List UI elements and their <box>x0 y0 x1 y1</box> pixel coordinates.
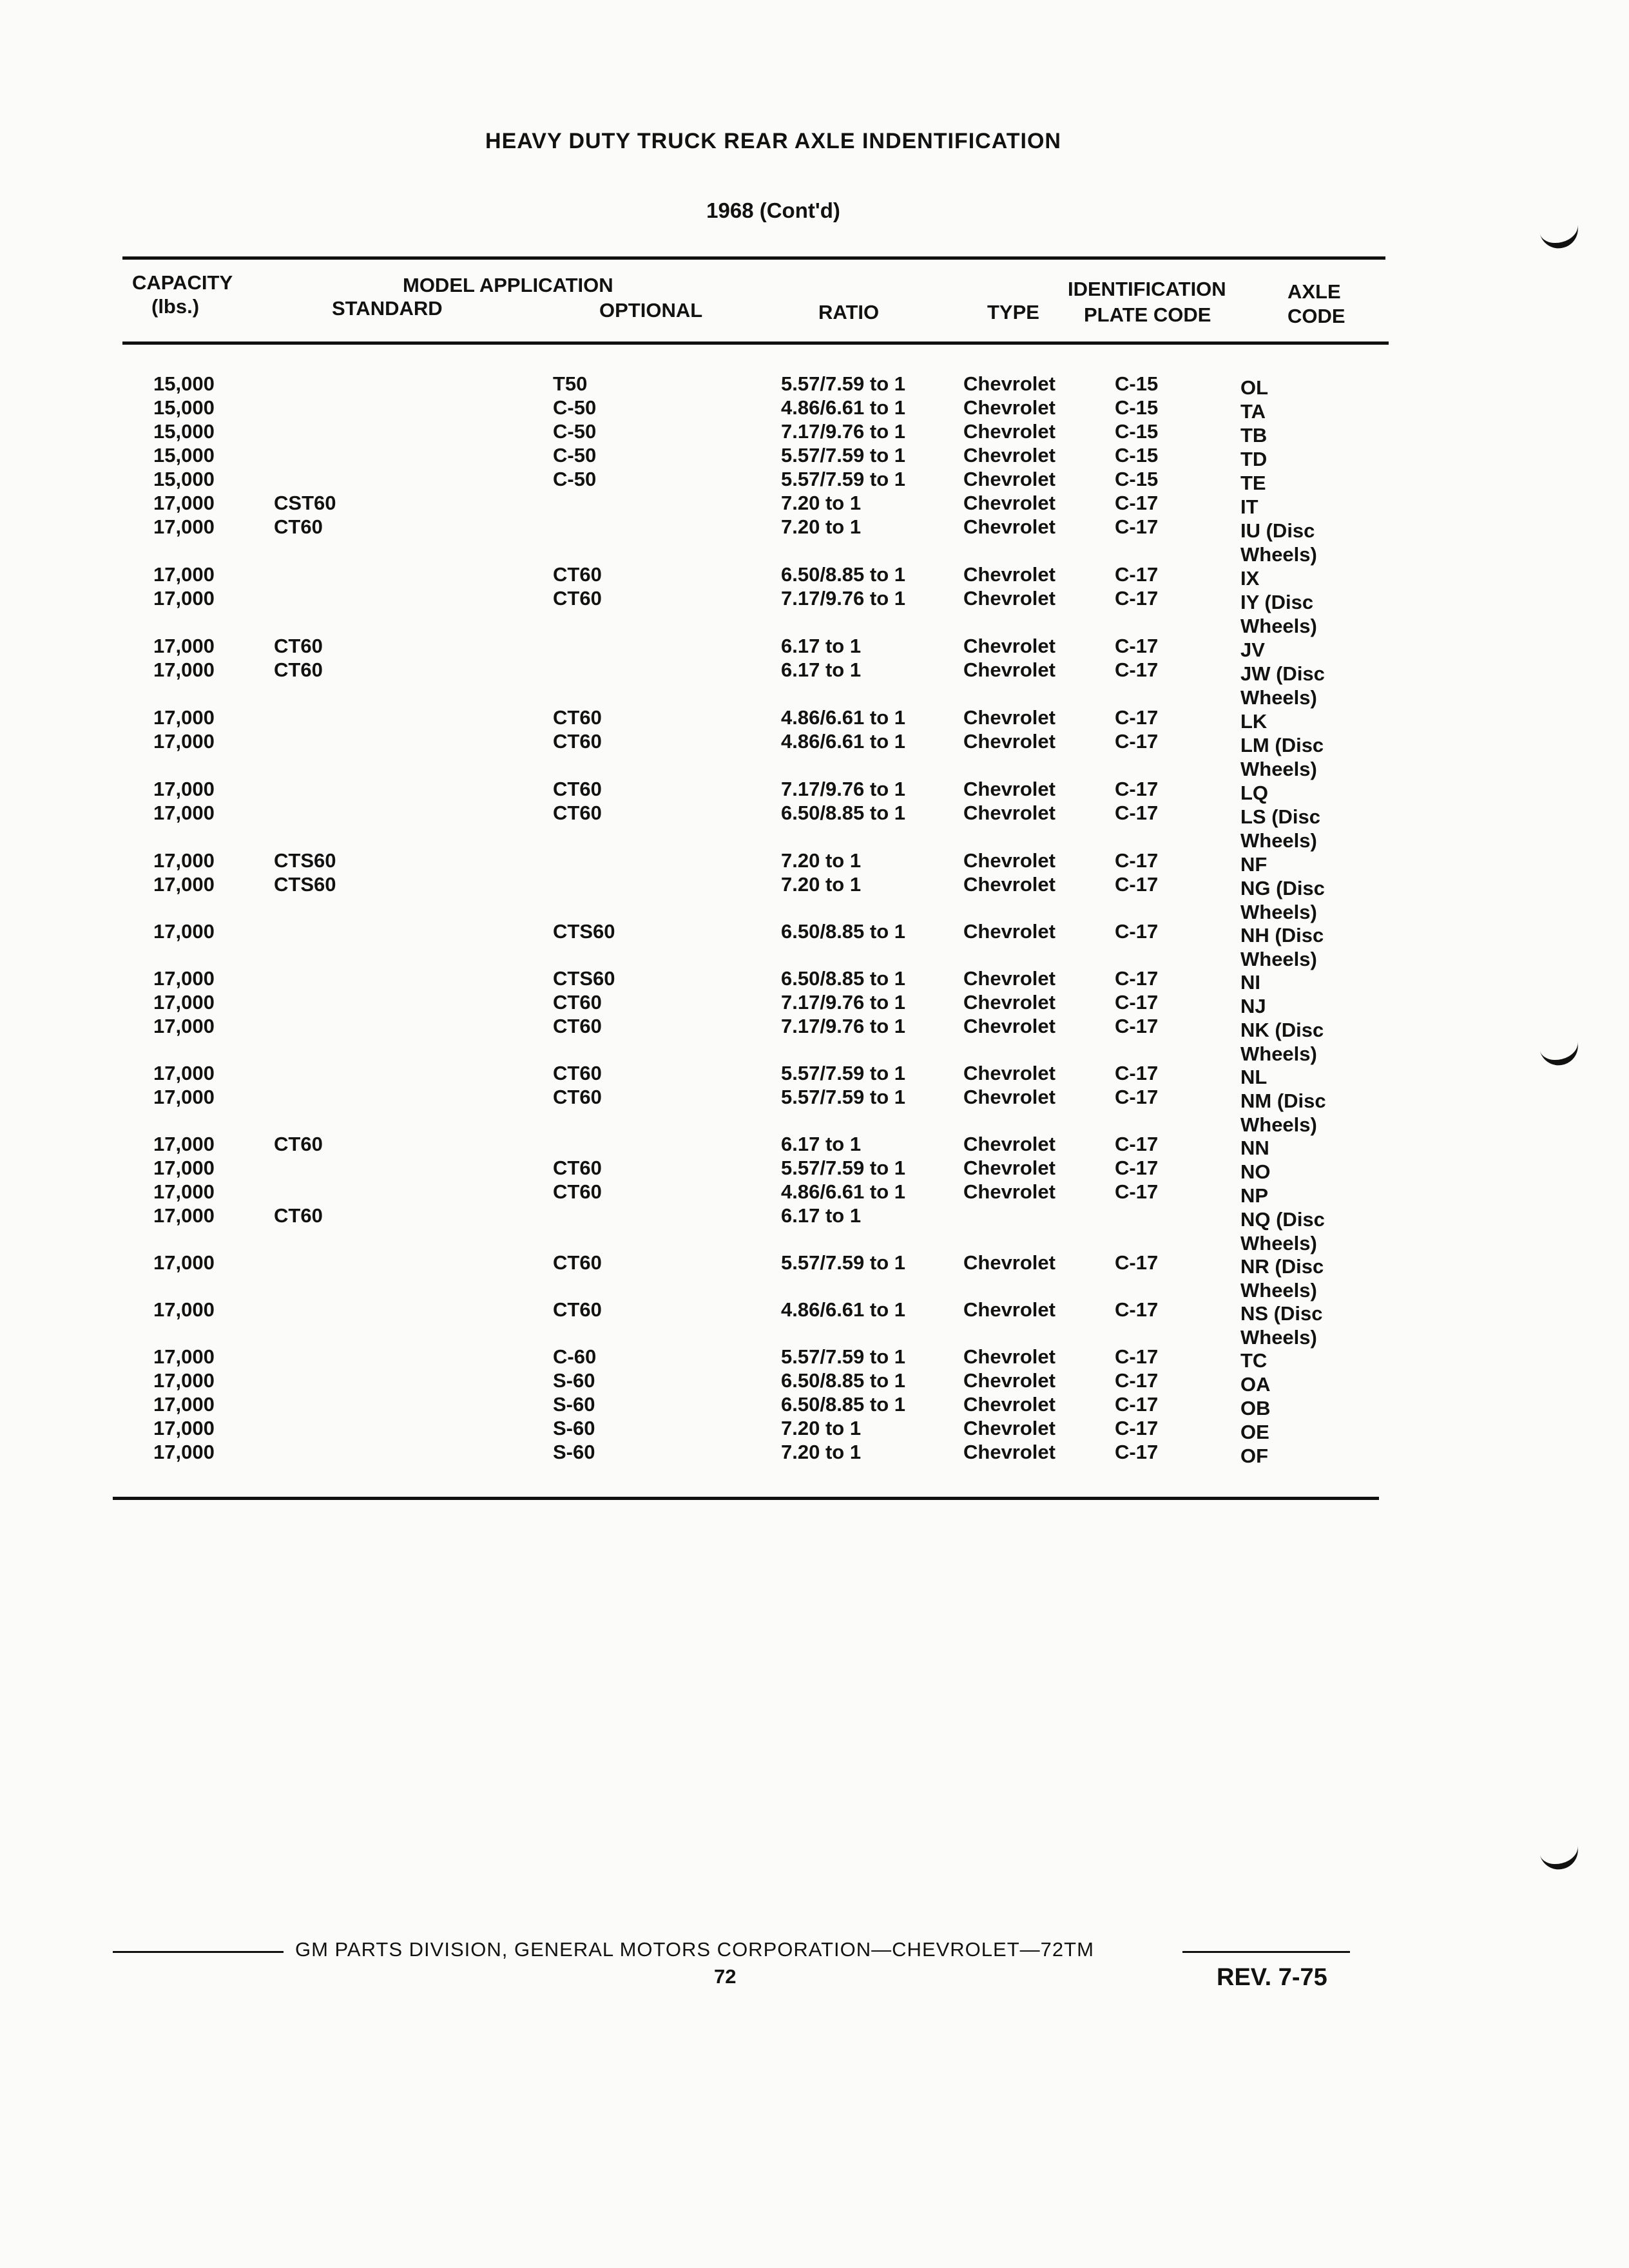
optional-cell: S-60 <box>553 1441 595 1463</box>
footer-left-rule <box>113 1951 284 1953</box>
footer-right-rule <box>1182 1951 1350 1953</box>
ratio-cell: 4.86/6.61 to 1 <box>781 706 906 729</box>
axle-code-cell: NM (Disc Wheels) <box>1240 1090 1326 1136</box>
optional-cell: S-60 <box>553 1369 595 1392</box>
ratio-cell: 6.17 to 1 <box>781 1204 862 1227</box>
axle-code-cell: LM (Disc Wheels) <box>1240 734 1324 780</box>
axle-code-cell: LK <box>1240 710 1268 733</box>
optional-cell: CT60 <box>553 991 602 1014</box>
axle-code-cell: NR (Disc Wheels) <box>1240 1255 1324 1302</box>
ratio-cell: 4.86/6.61 to 1 <box>781 730 906 753</box>
type-cell: Chevrolet <box>963 1298 1055 1321</box>
capacity-cell: 17,000 <box>153 706 215 729</box>
capacity-cell: 17,000 <box>153 587 215 610</box>
axle-code-cell: NK (Disc Wheels) <box>1240 1019 1324 1065</box>
plate-code-cell: C-17 <box>1115 1157 1159 1179</box>
header-model-application: MODEL APPLICATION <box>403 274 613 296</box>
axle-code-cell: NP <box>1240 1184 1269 1207</box>
axle-code-cell: TA <box>1240 400 1266 423</box>
plate-code-cell: C-15 <box>1115 444 1159 466</box>
type-cell: Chevrolet <box>963 492 1055 514</box>
ratio-cell: 4.86/6.61 to 1 <box>781 396 906 419</box>
capacity-cell: 17,000 <box>153 920 215 943</box>
type-cell: Chevrolet <box>963 849 1055 872</box>
type-cell: Chevrolet <box>963 1393 1055 1416</box>
axle-code-cell: OE <box>1240 1421 1269 1443</box>
ratio-cell: 6.50/8.85 to 1 <box>781 967 906 990</box>
optional-cell: S-60 <box>553 1417 595 1439</box>
ratio-cell: 7.17/9.76 to 1 <box>781 587 906 610</box>
optional-cell: C-50 <box>553 444 597 466</box>
capacity-cell: 17,000 <box>153 991 215 1014</box>
type-cell: Chevrolet <box>963 1015 1055 1037</box>
ratio-cell: 7.17/9.76 to 1 <box>781 1015 906 1037</box>
type-cell: Chevrolet <box>963 1345 1055 1368</box>
plate-code-cell: C-17 <box>1115 873 1159 896</box>
axle-code-cell: TC <box>1240 1349 1268 1372</box>
header-axle: AXLE <box>1287 280 1341 303</box>
header-plate-code: PLATE CODE <box>1084 303 1211 326</box>
type-cell: Chevrolet <box>963 991 1055 1014</box>
capacity-cell: 17,000 <box>153 1441 215 1463</box>
ratio-cell: 7.17/9.76 to 1 <box>781 991 906 1014</box>
optional-cell: C-60 <box>553 1345 597 1368</box>
axle-code-cell: NG (Disc Wheels) <box>1240 877 1325 923</box>
capacity-cell: 17,000 <box>153 967 215 990</box>
capacity-cell: 17,000 <box>153 802 215 824</box>
axle-code-cell: OL <box>1240 376 1269 399</box>
type-cell: Chevrolet <box>963 1369 1055 1392</box>
header-capacity: CAPACITY <box>132 271 233 294</box>
ratio-cell: 4.86/6.61 to 1 <box>781 1180 906 1203</box>
ratio-cell: 5.57/7.59 to 1 <box>781 468 906 490</box>
plate-code-cell: C-17 <box>1115 706 1159 729</box>
ratio-cell: 6.17 to 1 <box>781 635 862 657</box>
capacity-cell: 17,000 <box>153 1298 215 1321</box>
table-bottom-rule <box>113 1497 1379 1500</box>
plate-code-cell: C-17 <box>1115 587 1159 610</box>
type-cell: Chevrolet <box>963 563 1055 586</box>
optional-cell: T50 <box>553 372 588 395</box>
capacity-cell: 17,000 <box>153 1157 215 1179</box>
header-optional: OPTIONAL <box>599 299 703 322</box>
ratio-cell: 6.50/8.85 to 1 <box>781 563 906 586</box>
header-identification: IDENTIFICATION <box>1068 278 1226 300</box>
standard-cell: CTS60 <box>274 849 336 872</box>
ratio-cell: 5.57/7.59 to 1 <box>781 372 906 395</box>
capacity-cell: 17,000 <box>153 730 215 753</box>
header-ratio: RATIO <box>818 301 880 323</box>
type-cell: Chevrolet <box>963 920 1055 943</box>
capacity-cell: 17,000 <box>153 563 215 586</box>
axle-code-cell: OA <box>1240 1373 1271 1396</box>
ratio-cell: 7.20 to 1 <box>781 515 862 538</box>
optional-cell: CT60 <box>553 1157 602 1179</box>
ratio-cell: 5.57/7.59 to 1 <box>781 1062 906 1084</box>
type-cell: Chevrolet <box>963 1062 1055 1084</box>
capacity-cell: 17,000 <box>153 1015 215 1037</box>
optional-cell: CT60 <box>553 778 602 800</box>
capacity-cell: 17,000 <box>153 1369 215 1392</box>
optional-cell: CTS60 <box>553 920 615 943</box>
capacity-cell: 17,000 <box>153 1086 215 1108</box>
optional-cell: C-50 <box>553 468 597 490</box>
plate-code-cell: C-17 <box>1115 658 1159 681</box>
plate-code-cell: C-17 <box>1115 515 1159 538</box>
standard-cell: CT60 <box>274 1204 323 1227</box>
capacity-cell: 15,000 <box>153 372 215 395</box>
standard-cell: CT60 <box>274 515 323 538</box>
ratio-cell: 5.57/7.59 to 1 <box>781 1157 906 1179</box>
standard-cell: CST60 <box>274 492 336 514</box>
capacity-cell: 15,000 <box>153 468 215 490</box>
capacity-cell: 17,000 <box>153 1251 215 1274</box>
plate-code-cell: C-15 <box>1115 396 1159 419</box>
ratio-cell: 7.20 to 1 <box>781 492 862 514</box>
axle-code-cell: IY (Disc Wheels) <box>1240 591 1317 637</box>
axle-code-cell: JW (Disc Wheels) <box>1240 662 1325 709</box>
plate-code-cell: C-17 <box>1115 778 1159 800</box>
axle-code-cell: OF <box>1240 1445 1269 1467</box>
axle-code-cell: NO <box>1240 1160 1271 1183</box>
standard-cell: CT60 <box>274 658 323 681</box>
type-cell: Chevrolet <box>963 1441 1055 1463</box>
plate-code-cell: C-17 <box>1115 492 1159 514</box>
plate-code-cell: C-17 <box>1115 1133 1159 1155</box>
plate-code-cell: C-17 <box>1115 635 1159 657</box>
plate-code-cell: C-17 <box>1115 1015 1159 1037</box>
document-title: HEAVY DUTY TRUCK REAR AXLE INDENTIFICATION <box>485 129 1061 153</box>
ratio-cell: 6.50/8.85 to 1 <box>781 1369 906 1392</box>
type-cell: Chevrolet <box>963 635 1055 657</box>
ratio-cell: 4.86/6.61 to 1 <box>781 1298 906 1321</box>
header-standard: STANDARD <box>332 297 443 320</box>
type-cell: Chevrolet <box>963 873 1055 896</box>
axle-code-cell: NN <box>1240 1137 1269 1159</box>
type-cell: Chevrolet <box>963 468 1055 490</box>
type-cell: Chevrolet <box>963 515 1055 538</box>
document-subtitle: 1968 (Cont'd) <box>706 198 840 222</box>
ratio-cell: 6.17 to 1 <box>781 1133 862 1155</box>
type-cell: Chevrolet <box>963 444 1055 466</box>
capacity-cell: 17,000 <box>153 1133 215 1155</box>
ratio-cell: 6.50/8.85 to 1 <box>781 802 906 824</box>
header-bottom-rule <box>122 341 1389 345</box>
plate-code-cell: C-17 <box>1115 1251 1159 1274</box>
axle-code-cell: IT <box>1240 495 1258 518</box>
plate-code-cell: C-15 <box>1115 420 1159 443</box>
axle-code-cell: JV <box>1240 639 1265 661</box>
optional-cell: C-50 <box>553 420 597 443</box>
optional-cell: CT60 <box>553 730 602 753</box>
capacity-cell: 17,000 <box>153 658 215 681</box>
standard-cell: CTS60 <box>274 873 336 896</box>
plate-code-cell: C-17 <box>1115 920 1159 943</box>
footer-text: GM PARTS DIVISION, GENERAL MOTORS CORPORATION—CHEVROLET—72TM <box>295 1938 1094 1961</box>
axle-code-cell: NI <box>1240 971 1260 994</box>
plate-code-cell: C-17 <box>1115 1441 1159 1463</box>
axle-code-cell: NQ (Disc Wheels) <box>1240 1208 1325 1254</box>
binder-hole-mark <box>1539 222 1582 253</box>
ratio-cell: 6.50/8.85 to 1 <box>781 920 906 943</box>
type-cell: Chevrolet <box>963 967 1055 990</box>
plate-code-cell: C-17 <box>1115 1086 1159 1108</box>
plate-code-cell: C-17 <box>1115 1369 1159 1392</box>
axle-code-cell: TB <box>1240 424 1268 447</box>
optional-cell: CTS60 <box>553 967 615 990</box>
header-capacity-unit: (lbs.) <box>151 295 200 318</box>
capacity-cell: 17,000 <box>153 1345 215 1368</box>
capacity-cell: 17,000 <box>153 1062 215 1084</box>
plate-code-cell: C-17 <box>1115 1062 1159 1084</box>
axle-code-cell: NS (Disc Wheels) <box>1240 1302 1323 1349</box>
capacity-cell: 17,000 <box>153 778 215 800</box>
plate-code-cell: C-15 <box>1115 468 1159 490</box>
ratio-cell: 5.57/7.59 to 1 <box>781 1086 906 1108</box>
optional-cell: CT60 <box>553 587 602 610</box>
type-cell: Chevrolet <box>963 396 1055 419</box>
ratio-cell: 6.50/8.85 to 1 <box>781 1393 906 1416</box>
plate-code-cell: C-17 <box>1115 1393 1159 1416</box>
type-cell: Chevrolet <box>963 802 1055 824</box>
type-cell: Chevrolet <box>963 420 1055 443</box>
binder-hole-mark <box>1539 1843 1582 1874</box>
standard-cell: CT60 <box>274 1133 323 1155</box>
ratio-cell: 7.20 to 1 <box>781 1441 862 1463</box>
plate-code-cell: C-17 <box>1115 1417 1159 1439</box>
ratio-cell: 6.17 to 1 <box>781 658 862 681</box>
type-cell: Chevrolet <box>963 778 1055 800</box>
ratio-cell: 7.20 to 1 <box>781 849 862 872</box>
axle-code-cell: LQ <box>1240 782 1269 804</box>
capacity-cell: 17,000 <box>153 492 215 514</box>
type-cell: Chevrolet <box>963 1133 1055 1155</box>
plate-code-cell: C-17 <box>1115 849 1159 872</box>
type-cell: Chevrolet <box>963 1180 1055 1203</box>
type-cell: Chevrolet <box>963 372 1055 395</box>
capacity-cell: 17,000 <box>153 1180 215 1203</box>
capacity-cell: 17,000 <box>153 515 215 538</box>
optional-cell: CT60 <box>553 1180 602 1203</box>
type-cell: Chevrolet <box>963 587 1055 610</box>
axle-code-cell: NF <box>1240 853 1268 876</box>
type-cell: Chevrolet <box>963 730 1055 753</box>
capacity-cell: 17,000 <box>153 1393 215 1416</box>
optional-cell: CT60 <box>553 706 602 729</box>
ratio-cell: 5.57/7.59 to 1 <box>781 1251 906 1274</box>
binder-hole-mark <box>1539 1039 1582 1070</box>
plate-code-cell: C-17 <box>1115 802 1159 824</box>
optional-cell: S-60 <box>553 1393 595 1416</box>
ratio-cell: 7.20 to 1 <box>781 873 862 896</box>
axle-code-cell: IX <box>1240 567 1260 590</box>
plate-code-cell: C-17 <box>1115 1298 1159 1321</box>
revision-label: REV. 7-75 <box>1217 1964 1327 1991</box>
capacity-cell: 17,000 <box>153 849 215 872</box>
optional-cell: CT60 <box>553 563 602 586</box>
optional-cell: CT60 <box>553 1251 602 1274</box>
capacity-cell: 17,000 <box>153 873 215 896</box>
header-type: TYPE <box>987 301 1039 323</box>
capacity-cell: 15,000 <box>153 396 215 419</box>
axle-code-cell: NJ <box>1240 995 1266 1017</box>
capacity-cell: 15,000 <box>153 444 215 466</box>
capacity-cell: 15,000 <box>153 420 215 443</box>
type-cell: Chevrolet <box>963 1086 1055 1108</box>
plate-code-cell: C-17 <box>1115 1180 1159 1203</box>
plate-code-cell: C-15 <box>1115 372 1159 395</box>
page-number: 72 <box>714 1965 737 1988</box>
standard-cell: CT60 <box>274 635 323 657</box>
optional-cell: CT60 <box>553 1015 602 1037</box>
type-cell: Chevrolet <box>963 1417 1055 1439</box>
header-code: CODE <box>1287 305 1345 327</box>
capacity-cell: 17,000 <box>153 1417 215 1439</box>
ratio-cell: 5.57/7.59 to 1 <box>781 444 906 466</box>
optional-cell: CT60 <box>553 1086 602 1108</box>
optional-cell: CT60 <box>553 1062 602 1084</box>
ratio-cell: 5.57/7.59 to 1 <box>781 1345 906 1368</box>
type-cell: Chevrolet <box>963 1251 1055 1274</box>
axle-code-cell: IU (Disc Wheels) <box>1240 519 1317 566</box>
plate-code-cell: C-17 <box>1115 563 1159 586</box>
ratio-cell: 7.20 to 1 <box>781 1417 862 1439</box>
plate-code-cell: C-17 <box>1115 730 1159 753</box>
axle-code-cell: OB <box>1240 1397 1271 1419</box>
plate-code-cell: C-17 <box>1115 967 1159 990</box>
ratio-cell: 7.17/9.76 to 1 <box>781 420 906 443</box>
axle-code-cell: TD <box>1240 448 1268 470</box>
optional-cell: CT60 <box>553 1298 602 1321</box>
capacity-cell: 17,000 <box>153 635 215 657</box>
axle-code-cell: NL <box>1240 1066 1268 1088</box>
plate-code-cell: C-17 <box>1115 1345 1159 1368</box>
capacity-cell: 17,000 <box>153 1204 215 1227</box>
ratio-cell: 7.17/9.76 to 1 <box>781 778 906 800</box>
type-cell: Chevrolet <box>963 706 1055 729</box>
type-cell: Chevrolet <box>963 658 1055 681</box>
optional-cell: CT60 <box>553 802 602 824</box>
type-cell: Chevrolet <box>963 1157 1055 1179</box>
axle-code-cell: NH (Disc Wheels) <box>1240 924 1324 970</box>
optional-cell: C-50 <box>553 396 597 419</box>
axle-code-cell: TE <box>1240 472 1266 494</box>
axle-code-cell: LS (Disc Wheels) <box>1240 805 1321 852</box>
header-top-rule <box>122 256 1385 260</box>
plate-code-cell: C-17 <box>1115 991 1159 1014</box>
